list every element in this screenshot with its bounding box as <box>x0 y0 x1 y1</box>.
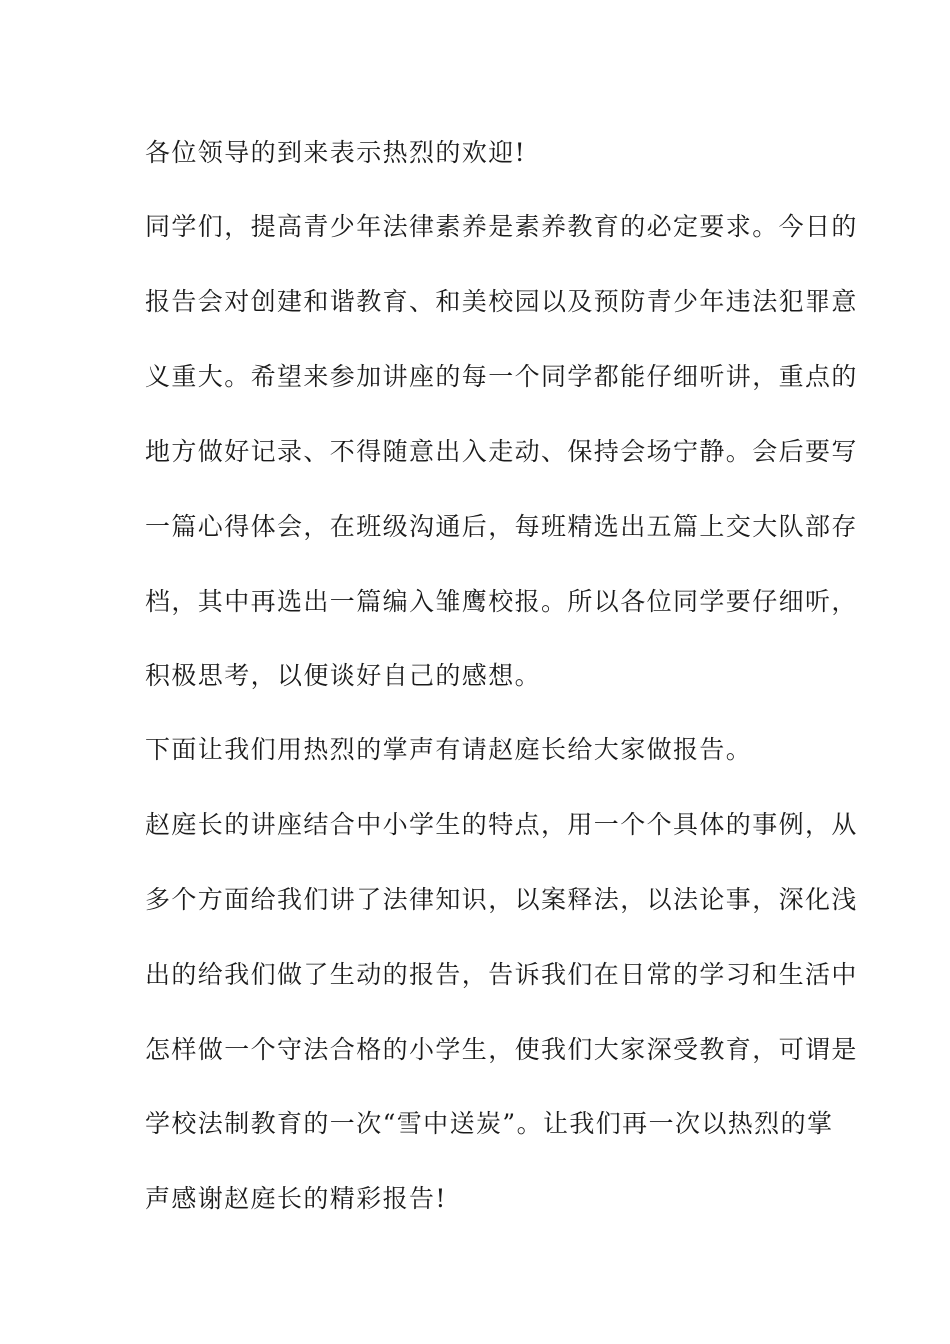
text-line: 档，其中再选出一篇编入雏鹰校报。所以各位同学要仔细听， <box>145 587 858 616</box>
text-line: 报告会对创建和谐教育、和美校园以及预防青少年违法犯罪意 <box>145 287 858 316</box>
text-line: 一篇心得体会，在班级沟通后，每班精选出五篇上交大队部存 <box>145 512 858 541</box>
text-line: 学校法制教育的一次“雪中送炭”。让我们再一次以热烈的掌 <box>145 1109 834 1138</box>
text-line: 下面让我们用热烈的掌声有请赵庭长给大家做报告。 <box>145 735 753 764</box>
text-line: 地方做好记录、不得随意出入走动、保持会场宁静。会后要写 <box>145 437 858 466</box>
text-line: 积极思考，以便谈好自己的感想。 <box>145 661 542 690</box>
text-line: 多个方面给我们讲了法律知识，以案释法，以法论事，深化浅 <box>145 885 858 914</box>
text-line: 怎样做一个守法合格的小学生，使我们大家深受教育，可谓是 <box>145 1035 858 1064</box>
text-line: 各位领导的到来表示热烈的欢迎! <box>145 138 527 167</box>
text-line: 义重大。希望来参加讲座的每一个同学都能仔细听讲，重点的 <box>145 362 858 391</box>
text-line: 赵庭长的讲座结合中小学生的特点，用一个个具体的事例，从 <box>145 810 858 839</box>
text-line: 声感谢赵庭长的精彩报告! <box>145 1184 447 1213</box>
text-line: 出的给我们做了生动的报告，告诉我们在日常的学习和生活中 <box>145 960 858 989</box>
text-line: 同学们，提高青少年法律素养是素养教育的必定要求。今日的 <box>145 212 858 241</box>
